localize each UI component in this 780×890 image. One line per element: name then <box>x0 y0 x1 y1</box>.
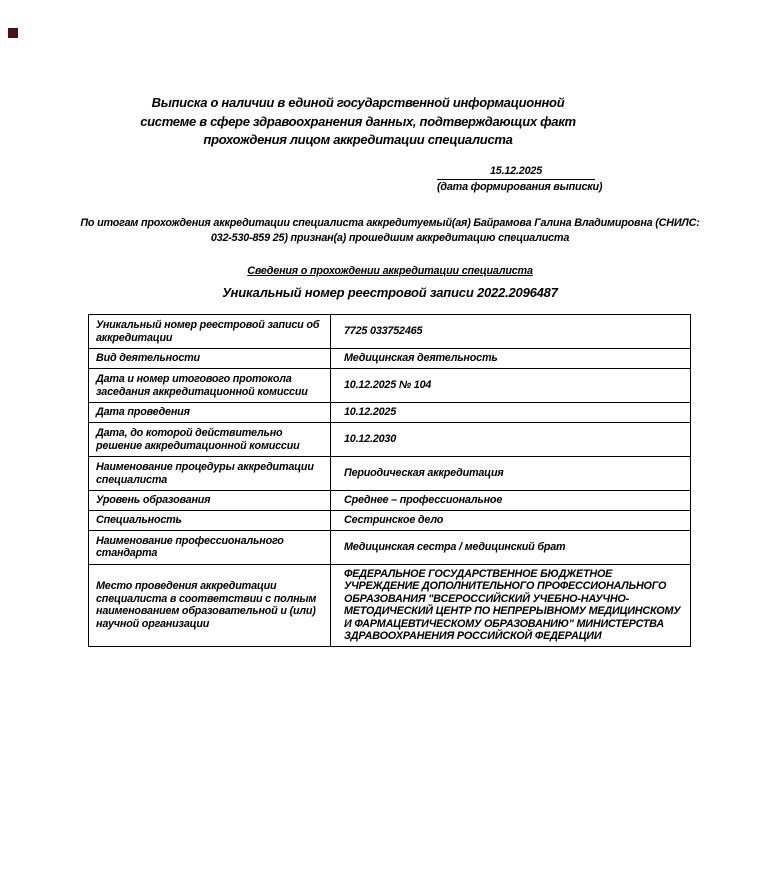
row-value: Среднее – профессиональное <box>331 491 691 511</box>
row-label: Наименование профессионального стандарта <box>89 530 331 564</box>
row-value: 10.12.2025 № 104 <box>331 369 691 403</box>
document-title-line: Выписка о наличии в единой государственной информационной <box>151 95 565 110</box>
row-label: Дата проведения <box>89 403 331 423</box>
table-row <box>89 511 691 531</box>
row-value: ФЕДЕРАЛЬНОЕ ГОСУДАРСТВЕННОЕ БЮДЖЕТНОЕ УЧРЕЖДЕНИЕ ДОПОЛНИТЕЛЬНОГО ПРОФЕССИОНАЛЬНОГО ОБРАЗОВАНИЯ "ВСЕРОССИЙСКИЙ УЧЕБНО-НАУЧНО-МЕТОДИЧЕСКИЙ ЦЕНТР ПО НЕПРЕРЫВНОМУ МЕДИЦИНСКОМУ И ФАРМАЦЕВТИЧЕСКОМУ ОБРАЗОВАНИЮ" МИНИСТЕРСТВА ЗДРАВООХРАНЕНИЯ РОССИЙСКОЙ ФЕДЕРАЦИИ <box>331 564 691 646</box>
issue-date-block <box>437 165 603 193</box>
row-label: Вид деятельности <box>89 349 331 369</box>
registry-number: Уникальный номер реестровой записи 2022.2096487 <box>222 285 558 300</box>
row-value: Периодическая аккредитация <box>331 457 691 491</box>
table-row <box>89 369 691 403</box>
document-title <box>88 94 628 150</box>
row-label: Дата и номер итогового протокола заседания аккредитационной комиссии <box>89 369 331 403</box>
row-value: Сестринское дело <box>331 511 691 531</box>
corner-mark <box>8 28 18 38</box>
issue-date: 15.12.2025 <box>437 165 595 180</box>
table-row <box>89 530 691 564</box>
row-value: 7725 033752465 <box>331 315 691 349</box>
accreditation-table <box>88 314 691 647</box>
row-value: 10.12.2030 <box>331 423 691 457</box>
table-row <box>89 457 691 491</box>
row-label: Уникальный номер реестровой записи об аккредитации <box>89 315 331 349</box>
row-label: Место проведения аккредитации специалиста в соответствии с полным наименованием образовательной и (или) научной организации <box>89 564 331 646</box>
table-row <box>89 423 691 457</box>
table-row <box>89 491 691 511</box>
row-label: Уровень образования <box>89 491 331 511</box>
intro-line: 032-530-859 25) признан(а) прошедшим аккредитацию специалиста <box>210 232 570 244</box>
table-row <box>89 564 691 646</box>
row-value: Медицинская сестра / медицинский брат <box>331 530 691 564</box>
document-title-line: системе в сфере здравоохранения данных, подтверждающих факт <box>140 113 576 129</box>
issue-date-caption: (дата формирования выписки) <box>437 181 603 193</box>
row-label: Наименование процедуры аккредитации специалиста <box>89 457 331 491</box>
row-value: 10.12.2025 <box>331 403 691 423</box>
table-row <box>89 403 691 423</box>
document-title-line: прохождения лицом аккредитации специалиста <box>203 132 513 147</box>
section-heading: Сведения о прохождении аккредитации специалиста <box>247 265 533 277</box>
row-label: Специальность <box>89 511 331 531</box>
intro-line: По итогам прохождения аккредитации специалиста аккредитуемый(ая) Байрамова Галина Владимировна (СНИЛС: <box>80 217 700 229</box>
row-label: Дата, до которой действительно решение аккредитационной комиссии <box>89 423 331 457</box>
table-row <box>89 315 691 349</box>
row-value: Медицинская деятельность <box>331 349 691 369</box>
table-row <box>89 349 691 369</box>
intro-paragraph <box>70 216 710 246</box>
